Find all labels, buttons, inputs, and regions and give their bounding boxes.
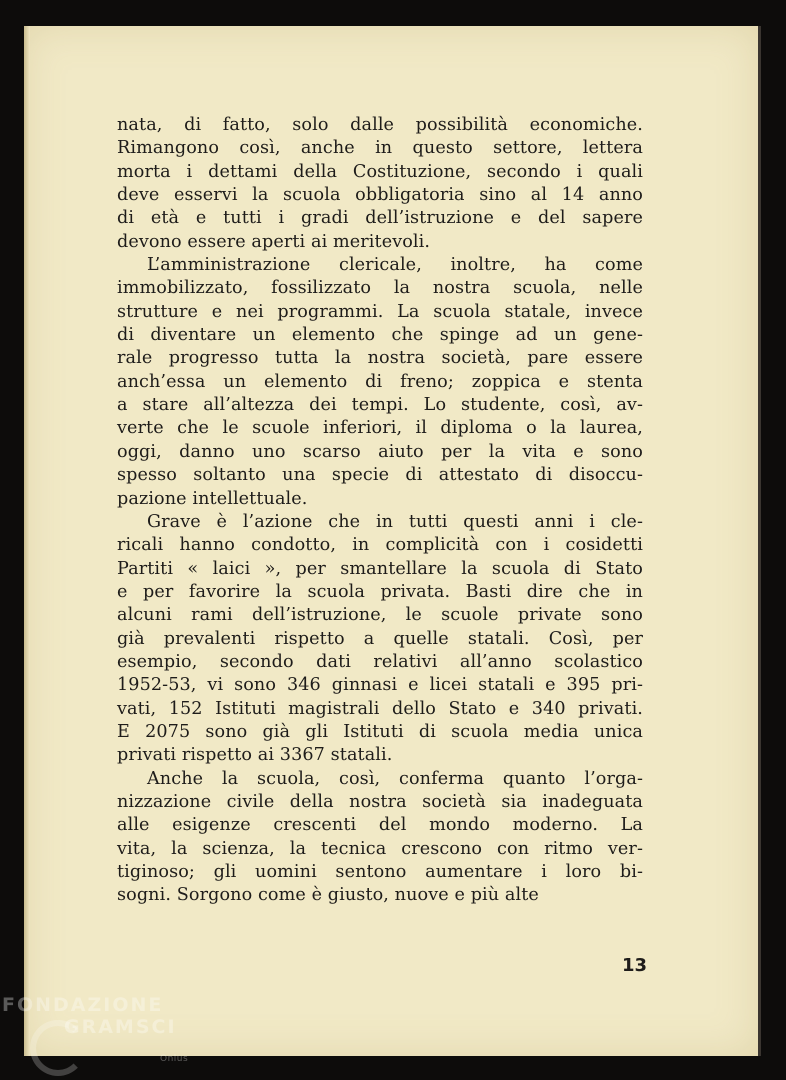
text-line: Partiti « laici », per smantellare la scuola di Stato — [117, 558, 643, 579]
text-line: alle esigenze crescenti del mondo moderno. La — [117, 815, 643, 836]
watermark-line-1: FONDAZIONE — [2, 994, 164, 1016]
paragraph — [117, 768, 643, 908]
text-line: 1952-53, vi sono 346 ginnasi e licei statali e 395 pri- — [117, 675, 643, 696]
text-line: di diventare un elemento che spinge ad un gene- — [117, 325, 643, 346]
text-line: L’amministrazione clericale, inoltre, ha come — [147, 255, 643, 276]
watermark — [2, 994, 189, 1064]
text-line: a stare all’altezza dei tempi. Lo studente, così, av- — [117, 395, 643, 416]
text-line: anch’essa un elemento di freno; zoppica e stenta — [117, 371, 643, 392]
text-line: rale progresso tutta la nostra società, pare essere — [117, 348, 643, 369]
text-line: già prevalenti rispetto a quelle statali. Così, per — [117, 628, 643, 649]
page-binding-edge — [24, 26, 30, 1056]
text-line: nata, di fatto, solo dalle possibilità economiche. — [117, 115, 643, 135]
text-line: vati, 152 Istituti magistrali dello Stato e 340 privati. — [117, 698, 643, 719]
text-line: di età e tutti i gradi dell’istruzione e del sapere — [117, 208, 643, 229]
text-line: strutture e nei programmi. La scuola statale, invece — [117, 301, 643, 322]
text-line: pazione intellettuale. — [117, 488, 308, 509]
page-number: 13 — [622, 955, 648, 976]
text-line: immobilizzato, fossilizzato la nostra scuola, nelle — [117, 278, 643, 299]
text-line: verte che le scuole inferiori, il diploma o la laurea, — [117, 418, 643, 439]
text-line: Grave è l’azione che in tutti questi anni i cle- — [147, 511, 643, 532]
paragraph — [117, 114, 643, 254]
text-line: tiginoso; gli uomini sentono aumentare i loro bi- — [117, 862, 643, 882]
paragraph — [117, 254, 643, 511]
text-line: oggi, danno uno scarso aiuto per la vita e sono — [117, 441, 643, 462]
text-line: Rimangono così, anche in questo settore, lettera — [117, 138, 643, 159]
text-line: ricali hanno condotto, in complicità con i cosidetti — [117, 535, 643, 556]
text-line: vita, la scienza, la tecnica crescono con ritmo ver- — [117, 838, 643, 859]
watermark-line-3: Onlus — [160, 1054, 189, 1064]
watermark-line-2: GRAMSCI — [64, 1016, 177, 1038]
text-line: devono essere aperti ai meritevoli. — [117, 231, 431, 252]
text-line: e per favorire la scuola privata. Basti dire che in — [117, 581, 643, 602]
text-line: morta i dettami della Costituzione, secondo i quali — [117, 161, 643, 182]
text-line: spesso soltanto una specie di attestato di disoccu- — [117, 465, 643, 486]
text-line: Anche la scuola, così, conferma quanto l’orga- — [147, 768, 643, 789]
text-line: nizzazione civile della nostra società sia inadeguata — [117, 791, 643, 812]
paragraph — [117, 511, 643, 768]
text-line: alcuni rami dell’istruzione, le scuole private sono — [117, 605, 643, 626]
text-line: deve esservi la scuola obbligatoria sino al 14 anno — [117, 185, 643, 206]
text-line: E 2075 sono già gli Istituti di scuola media unica — [117, 721, 643, 742]
book-page — [24, 26, 761, 1056]
text-line: esempio, secondo dati relativi all’anno scolastico — [117, 651, 643, 672]
text-line: sogni. Sorgono come è giusto, nuove e più alte — [117, 885, 539, 906]
body-text — [117, 114, 643, 908]
text-line: privati rispetto ai 3367 statali. — [117, 745, 393, 766]
